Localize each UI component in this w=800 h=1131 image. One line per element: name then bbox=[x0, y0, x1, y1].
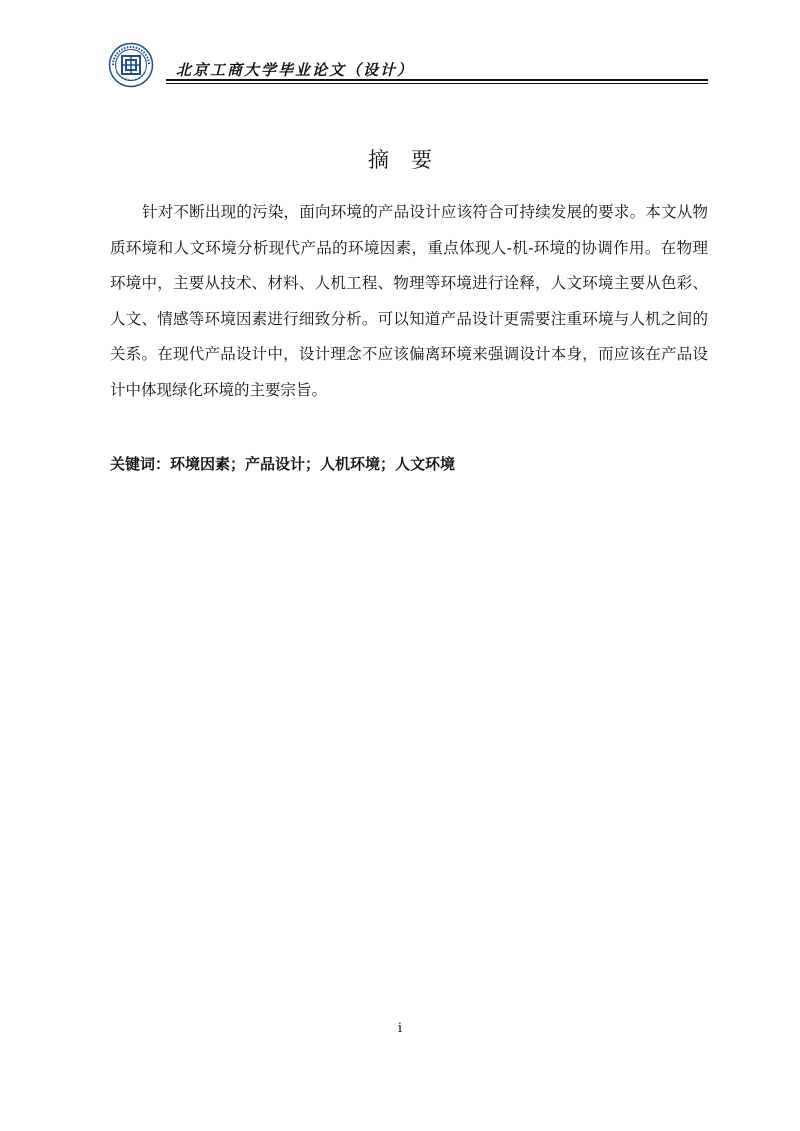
university-seal-icon bbox=[108, 42, 154, 88]
header-title: 北京工商大学毕业论文（设计） bbox=[176, 61, 415, 79]
page-header bbox=[108, 42, 708, 90]
abstract-paragraph: 针对不断出现的污染，面向环境的产品设计应该符合可持续发展的要求。本文从物质环境和人文环境分析现代产品的环境因素，重点体现人-机-环境的协调作用。在物理环境中，主要从技术、材料、人机工程、物理等环境进行诠释，人文环境主要从色彩、人文、情感等环境因素进行细致分析。可以知道产品设计更需要注重环境与人机之间的关系。在现代产品设计中，设计理念不应该偏离环境来强调设计本身，而应该在产品设计中体现绿化环境的主要宗旨。 bbox=[110, 203, 708, 399]
page-number: i bbox=[397, 1021, 403, 1036]
header-divider bbox=[166, 79, 708, 81]
keywords-line: 关键词：环境因素；产品设计；人机环境；人文环境 bbox=[110, 455, 456, 473]
header-divider-thin bbox=[166, 83, 708, 84]
page-title: 摘要 bbox=[368, 148, 454, 173]
